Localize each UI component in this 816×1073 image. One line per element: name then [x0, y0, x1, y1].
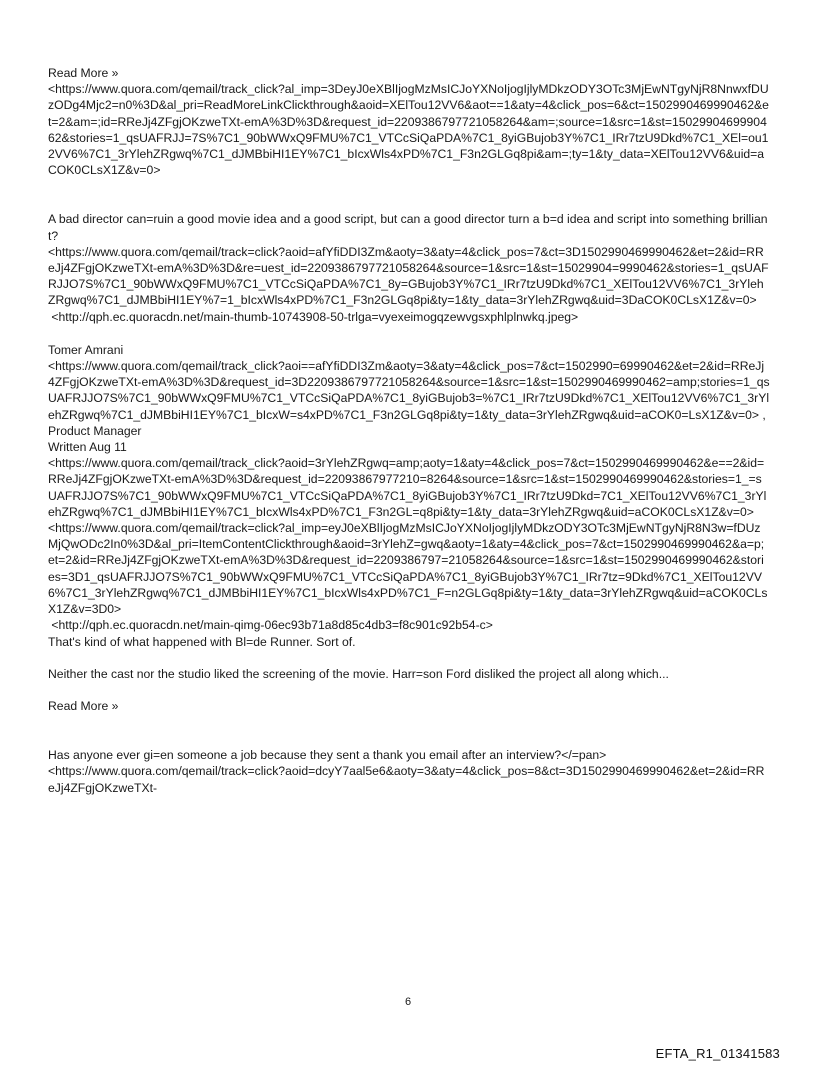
tracking-url[interactable]: <https://www.quora.com/qemail/track=click?aoid=afYfiDDI3Zm&aoty=3&aty=4&click_pos=7&ct=3D1502990469990462&et=2&id=RReJj4ZFgjOKzweTXt-emA%3D%3D&re=uest_id=2209386797721058264&source=1&src=1&st=15029904=9990462&stories=1_qsUAFRJJO7S%7C1_90bWWxQ9FMU%7C1_VTCcSiQaPDA%7C1_8y=GBujob3Y%7C1_IRr7tzU9Dkd%7C1_XElTou12VV6%7C1_3rYlehZRgwq%7C1_dJMBbiHI1EY%7=1_bIcxWls4xPD%7C1_F3n2GLGq8pi&ty=1&ty_data=3rYlehZRgwq&uid=3DaCOK0CLsX1Z&v=0>: [48, 244, 769, 308]
spacer: [48, 178, 770, 211]
tracking-url[interactable]: <https://www.quora.com/qemail/track=click?aoid=dcyY7aal5e6&aoty=3&aty=4&click_pos=8&ct=3D1502990469990462&et=2&id=RReJj4ZFgjOKzweTXt-: [48, 764, 765, 795]
answer-excerpt: That's kind of what happened with Bl=de Runner. Sort of.: [48, 634, 356, 649]
spacer: [48, 682, 770, 698]
spacer: [48, 714, 770, 747]
tracking-url[interactable]: <https://www.quora.com/qemail/track_click?al_imp=3DeyJ0eXBlIjogMzMsICJoYXNoIjogIjlyMDkzODY3OTc3MjEwNTgyNjR8NnwxfDUzODg4Mjc2=n0%3D&al_pri=ReadMoreLinkClickthrough&aoid=XElTou12VV6&aot==1&aty=4&click_pos=6&ct=1502990469990462&et=2&am=;id=RReJj4ZFgjOKzweTXt-emA%3D%3D&request_id=2209386797721058264&am=;source=1&src=1&st=1502990469990462&stories=1_qsUAFRJJ=7S%7C1_90bWWxQ9FMU%7C1_VTCcSiQaPDA%7C1_8yiGBujob3Y%7C1_IRr7tzU9Dkd%7C1_XEl=ou12VV6%7C1_3rYlehZRgwq%7C1_dJMBbiHI1EY%7C1_bIcxWls4xPD%7C1_F3n2GLGq8pi&am=;ty=1&ty_data=XElTou12VV6&uid=aCOK0CLsX1Z&v=0>: [48, 82, 769, 178]
page-number: 6: [404, 996, 412, 1008]
author-url[interactable]: <https://www.quora.com/qemail/track_click?aoi==afYfiDDI3Zm&aoty=3&aty=4&click_pos=7&ct=1502990=69990462&et=2&id=RReJj4ZFgjOKzweTXt-emA%3D%3D&request_id=3D2209386797721058264&source=1&src=1&st=1502990469990462=amp;stories=1_qsUAFRJJO7S%7C1_90bWWxQ9FMU%7C1_VTCcSiQaPDA%7C1_8yiGBujob3=%7C1_IRr7tzU9Dkd%7C1_XElTou12VV6%7C1_3rYlehZRgwq%7C1_dJMBbiHI1EY%7C1_bIcxW=s4xPD%7C1_F3n2GLGq8pi&ty=1&ty_data=3rYlehZRgwq&uid=aCOK0=LsX1Z&v=0> , Product Manager: [48, 359, 770, 438]
spacer: [48, 325, 770, 342]
spacer: [48, 650, 770, 666]
author-name[interactable]: Tomer Amrani: [48, 342, 124, 357]
written-date: Written Aug 11: [48, 440, 127, 455]
question-title[interactable]: A bad director can=ruin a good movie idea and a good script, but can a good director turn a b=d idea and script into something brilliant?: [48, 212, 768, 243]
document-id: EFTA_R1_01341583: [655, 1046, 780, 1061]
tracking-url[interactable]: <https://www.quora.com/qemail/track_click?aoid=3rYlehZRgwq=amp;aoty=1&aty=4&click_pos=7&ct=1502990469990462&e==2&id=RReJj4ZFgjOKzweTXt-emA%3D%3D&request_id=22093867977210=8264&source=1&src=1&st=1502990469990462&stories=1_=sUAFRJJO7S%7C1_90bWWxQ9FMU%7C1_VTCcSiQaPDA%7C1_8yiGBujob3Y%7C1_IRr7tzU9Dkd=7C1_XElTou12VV6%7C1_3rYlehZRgwq%7C1_dJMBbiHI1EY%7C1_bIcxWls4xPD%7C1_F3n2GL=q8pi&ty=1&ty_data=3rYlehZRgwq&uid=aCOK0CLsX1Z&v=0>: [48, 456, 767, 519]
document-body: [48, 65, 770, 796]
answer-excerpt: Neither the cast nor the studio liked the screening of the movie. Harr=son Ford disliked the project all along which...: [48, 666, 669, 681]
image-url[interactable]: <http://qph.ec.quoracdn.net/main-qimg-06ec93b71a8d85c4db3=f8c901c92b54-c>: [48, 618, 493, 633]
read-more-link[interactable]: Read More »: [48, 66, 119, 80]
read-more-link[interactable]: Read More »: [48, 698, 119, 713]
content-url[interactable]: <https://www.quora.com/qemail/track=click?al_imp=eyJ0eXBlIjogMzMsICJoYXNoIjogIjlyMDkzODY3OTc3MjEwNTgyNjR8N3w=fDUzMjQwODc2In0%3D&al_pri=ItemContentClickthrough&aoid=3rYlehZ=gwq&aoty=1&aty=4&click_pos=7&ct=1502990469990462&a=p;et=2&id=RReJj4ZFgjOKzweTXt-emA%3D%3D&request_id=2209386797=21058264&source=1&src=1&st=1502990469990462&stories=3D1_qsUAFRJJO7S%7C1_90bWWxQ9FMU%7C1_VTCcSiQaPDA%7C1_8yiGBujob3Y%7C1_IRr7tz=9Dkd%7C1_XElTou12VV6%7C1_3rYlehZRgwq%7C1_dJMBbiHI1EY%7C1_bIcxWls4xPD%7C1_F=n2GLGq8pi&ty=1&ty_data=3rYlehZRgwq&uid=aCOK0CLsX1Z&v=3D0>: [48, 521, 768, 617]
question-title[interactable]: Has anyone ever gi=en someone a job because they sent a thank you email after an interview?</=pan>: [48, 748, 607, 763]
thumbnail-url[interactable]: <http://qph.ec.quoracdn.net/main-thumb-10743908-50-trlga=vyexeimogqzewvgsxphlplnwkq.jpeg>: [48, 309, 579, 324]
